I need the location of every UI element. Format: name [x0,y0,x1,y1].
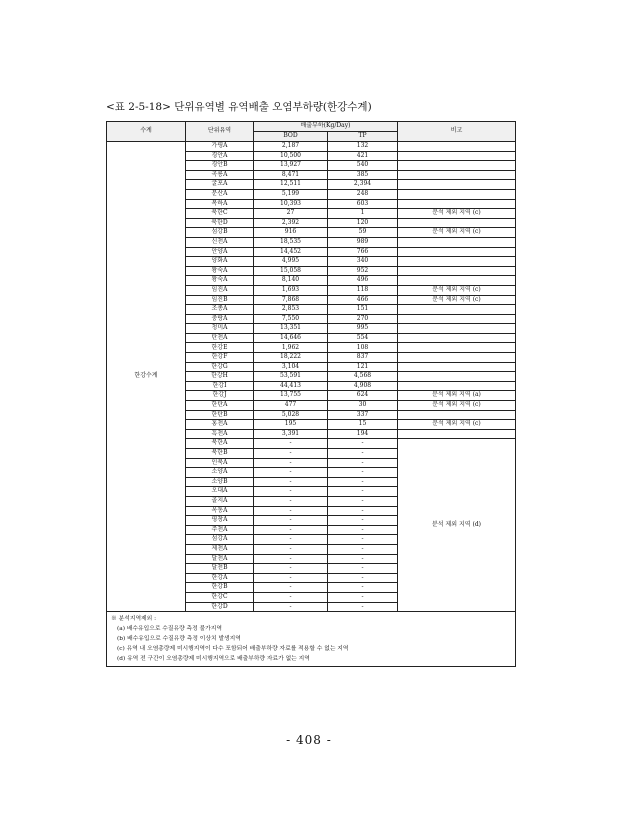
bod-cell: 8,471 [254,170,328,180]
header-load: 배출부하(Kg/Day) [254,122,398,132]
unit-cell: 한강F [186,353,254,363]
unit-cell: 청미A [186,324,254,334]
note-line: (c) 유역 내 오염총량제 미시행지역이 다수 포함되어 배출부하량 자료를 적용할 수 없는 지역 [117,646,349,653]
bod-cell: - [254,487,328,497]
bod-cell: - [254,516,328,526]
tp-cell: - [328,477,398,487]
header-bod: BOD [254,132,328,142]
tp-cell: 132 [328,142,398,152]
unit-cell: 한강I [186,381,254,391]
unit-cell: 양화A [186,257,254,267]
bod-cell: 53,591 [254,372,328,382]
tp-cell: 540 [328,161,398,171]
unit-cell: 홍천A [186,420,254,430]
bod-cell: - [254,583,328,593]
unit-cell: 복하A [186,199,254,209]
tp-cell: - [328,439,398,449]
tp-cell: 766 [328,247,398,257]
unit-cell: 북한B [186,449,254,459]
bod-cell: 1,693 [254,285,328,295]
tp-cell: 554 [328,333,398,343]
bod-cell: - [254,544,328,554]
remark-cell: 분석 제외 지역 (c) [398,295,516,305]
unit-cell: 소양B [186,477,254,487]
tp-cell: - [328,525,398,535]
tp-cell: 118 [328,285,398,295]
bod-cell: 13,755 [254,391,328,401]
unit-cell: 탄천A [186,333,254,343]
tp-cell: 989 [328,237,398,247]
bod-cell: - [254,525,328,535]
unit-cell: 한강G [186,362,254,372]
merged-remark-cell: 분석 제외 지역 (d) [398,439,516,612]
unit-cell: 한강H [186,372,254,382]
bod-cell: - [254,477,328,487]
bod-cell: - [254,554,328,564]
remark-cell [398,324,516,334]
tp-cell: - [328,496,398,506]
remark-cell [398,410,516,420]
tp-cell: 1 [328,209,398,219]
page-number: - 408 - [286,733,332,747]
unit-cell: 옥동A [186,506,254,516]
unit-cell: 섬강A [186,535,254,545]
tp-cell: - [328,468,398,478]
tp-cell: - [328,458,398,468]
tp-cell: 248 [328,189,398,199]
tp-cell: 340 [328,257,398,267]
bod-cell: 14,452 [254,247,328,257]
bod-cell: 14,646 [254,333,328,343]
unit-cell: 신천A [186,237,254,247]
unit-cell: 달천B [186,564,254,574]
tp-cell: - [328,516,398,526]
tp-cell: 151 [328,305,398,315]
load-table [106,121,516,667]
unit-cell: 북한D [186,218,254,228]
unit-cell: 조종A [186,305,254,315]
tp-cell: 385 [328,170,398,180]
tp-cell: 496 [328,276,398,286]
header-remark: 비고 [398,122,516,142]
unit-cell: 한강J [186,391,254,401]
tp-cell: 624 [328,391,398,401]
unit-cell: 한강B [186,583,254,593]
tp-cell: - [328,583,398,593]
remark-cell [398,362,516,372]
unit-cell: 제천A [186,544,254,554]
unit-cell: 평창A [186,516,254,526]
tp-cell: 121 [328,362,398,372]
unit-cell: 경안A [186,151,254,161]
note-line: ※ 분석지역제외 : [111,616,157,623]
unit-cell: 골지A [186,496,254,506]
unit-cell: 경안B [186,161,254,171]
tp-cell: 59 [328,228,398,238]
remark-cell [398,314,516,324]
unit-cell: 섬강B [186,228,254,238]
remark-cell [398,276,516,286]
bod-cell: 3,104 [254,362,328,372]
unit-cell: 한강D [186,602,254,612]
bod-cell: 2,392 [254,218,328,228]
remark-cell: 분석 제외 지역 (c) [398,228,516,238]
bod-cell: 15,058 [254,266,328,276]
unit-cell: 한탄B [186,410,254,420]
tp-cell: - [328,554,398,564]
tp-cell: - [328,544,398,554]
unit-cell: 인북A [186,458,254,468]
tp-cell: 466 [328,295,398,305]
unit-cell: 주천A [186,525,254,535]
bod-cell: 18,535 [254,237,328,247]
tp-cell: - [328,602,398,612]
bod-cell: 13,927 [254,161,328,171]
bod-cell: 5,199 [254,189,328,199]
bod-cell: 13,351 [254,324,328,334]
remark-cell [398,247,516,257]
unit-cell: 문산A [186,189,254,199]
remark-cell: 분석 제외 지역 (c) [398,209,516,219]
notes-cell [107,612,516,667]
unit-cell: 왕숙A [186,276,254,286]
bod-cell: - [254,592,328,602]
unit-cell: 임진A [186,285,254,295]
bod-cell: - [254,449,328,459]
tp-cell: 995 [328,324,398,334]
bod-cell: 8,140 [254,276,328,286]
bod-cell: 916 [254,228,328,238]
tp-cell: 2,394 [328,180,398,190]
header-tp: TP [328,132,398,142]
tp-cell: - [328,535,398,545]
unit-cell: 한강E [186,343,254,353]
unit-cell: 달천A [186,554,254,564]
bod-cell: - [254,439,328,449]
unit-cell: 한탄A [186,401,254,411]
remark-cell [398,429,516,439]
unit-cell: 왕숙A [186,266,254,276]
remark-cell: 분석 제외 지역 (a) [398,391,516,401]
bod-cell: - [254,468,328,478]
bod-cell: 27 [254,209,328,219]
note-line: (b) 배수유입으로 수질유량 측정 이상치 발생지역 [117,636,241,643]
unit-cell: 오대A [186,487,254,497]
remark-cell [398,199,516,209]
unit-cell: 북한C [186,209,254,219]
header-basin: 수계 [107,122,186,142]
tp-cell: - [328,573,398,583]
bod-cell: 10,500 [254,151,328,161]
remark-cell: 분석 제외 지역 (c) [398,285,516,295]
unit-cell: 소양A [186,468,254,478]
unit-cell: 한강A [186,573,254,583]
bod-cell: - [254,602,328,612]
tp-cell: - [328,487,398,497]
bod-cell: 477 [254,401,328,411]
bod-cell: - [254,496,328,506]
bod-cell: 7,868 [254,295,328,305]
tp-cell: 270 [328,314,398,324]
basin-name-cell: 한강수계 [107,142,186,612]
tp-cell: - [328,564,398,574]
unit-cell: 흑천A [186,429,254,439]
remark-cell [398,237,516,247]
bod-cell: - [254,535,328,545]
tp-cell: 603 [328,199,398,209]
bod-cell: 12,511 [254,180,328,190]
unit-cell: 가평A [186,142,254,152]
unit-cell: 임진B [186,295,254,305]
unit-cell: 중랑A [186,314,254,324]
remark-cell [398,381,516,391]
bod-cell: 4,995 [254,257,328,267]
tp-cell: 120 [328,218,398,228]
table-caption: <표 2-5-18> 단위유역별 유역배출 오염부하량(한강수계) [106,101,372,113]
remark-cell [398,333,516,343]
remark-cell [398,305,516,315]
bod-cell: - [254,506,328,516]
tp-cell: 4,908 [328,381,398,391]
bod-cell: 5,028 [254,410,328,420]
bod-cell: 44,413 [254,381,328,391]
remark-cell [398,170,516,180]
unit-cell: 굴포A [186,180,254,190]
bod-cell: 1,962 [254,343,328,353]
tp-cell: - [328,592,398,602]
remark-cell [398,189,516,199]
tp-cell: 837 [328,353,398,363]
remark-cell [398,372,516,382]
bod-cell: 10,393 [254,199,328,209]
bod-cell: 2,187 [254,142,328,152]
unit-cell: 한강C [186,592,254,602]
remark-cell: 분석 제외 지역 (c) [398,401,516,411]
bod-cell: 2,853 [254,305,328,315]
unit-cell: 북한A [186,439,254,449]
tp-cell: 4,568 [328,372,398,382]
remark-cell [398,218,516,228]
tp-cell: 421 [328,151,398,161]
unit-cell: 안양A [186,247,254,257]
tp-cell: 30 [328,401,398,411]
remark-cell [398,161,516,171]
bod-cell: - [254,573,328,583]
remark-cell [398,142,516,152]
bod-cell: - [254,458,328,468]
tp-cell: 337 [328,410,398,420]
bod-cell: 18,222 [254,353,328,363]
bod-cell: 195 [254,420,328,430]
bod-cell: 7,550 [254,314,328,324]
header-unit-basin: 단위유역 [186,122,254,142]
tp-cell: - [328,449,398,459]
remark-cell [398,266,516,276]
remark-cell [398,180,516,190]
remark-cell: 분석 제외 지역 (c) [398,420,516,430]
unit-cell: 곡릉A [186,170,254,180]
remark-cell [398,353,516,363]
tp-cell: 15 [328,420,398,430]
remark-cell [398,257,516,267]
note-line: (a) 배수유입으로 수질유량 측정 불가지역 [117,626,222,633]
remark-cell [398,151,516,161]
bod-cell: 3,391 [254,429,328,439]
remark-cell [398,343,516,353]
tp-cell: 108 [328,343,398,353]
tp-cell: - [328,506,398,516]
tp-cell: 194 [328,429,398,439]
bod-cell: - [254,564,328,574]
note-line: (d) 유역 전 구간이 오염총량제 미시행지역으로 배출부하량 자료가 없는 지역 [117,656,310,663]
table-row [107,142,516,152]
tp-cell: 952 [328,266,398,276]
